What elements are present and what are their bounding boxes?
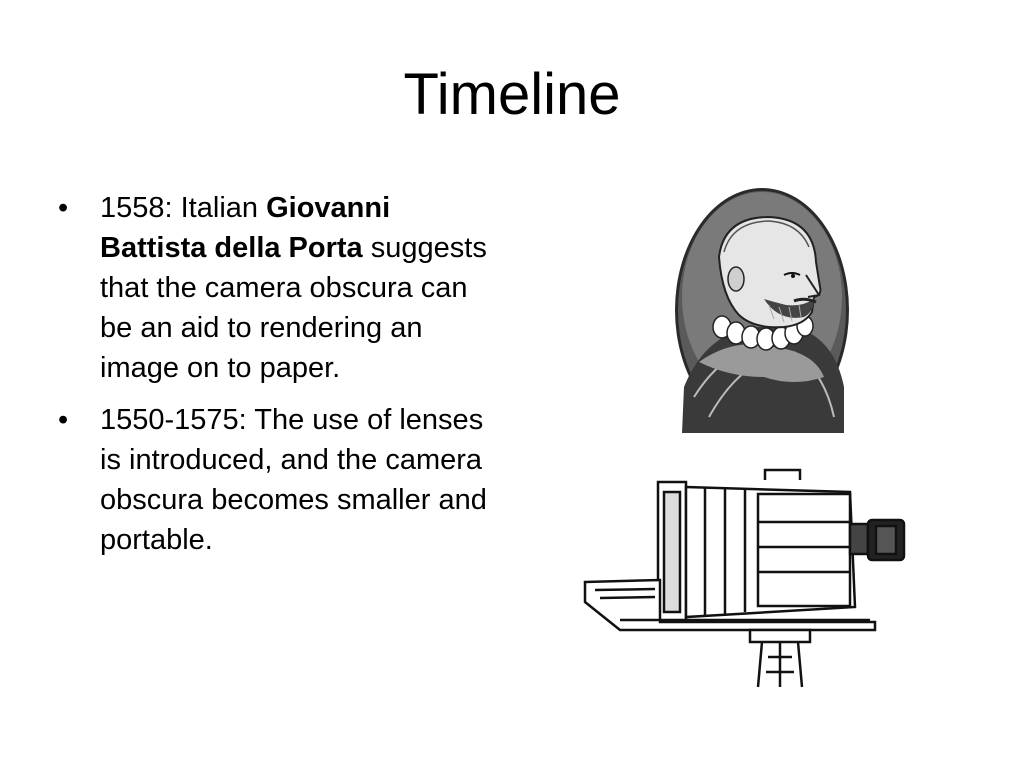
bellows-camera-icon xyxy=(580,462,915,692)
bullet-item-1550-1575 xyxy=(58,400,498,560)
bullet-list xyxy=(58,188,498,572)
slide-title: Timeline xyxy=(403,62,621,127)
bullet-marker: • xyxy=(58,404,69,436)
bullet-text-suffix: suggests that the camera obscura can be an aid to rendering an image on to paper. xyxy=(100,232,487,384)
bullet-text-prefix: 1558: Italian xyxy=(100,192,267,224)
bullet-text-bold-name: Giovanni Battista della Porta xyxy=(100,192,391,264)
bullet-item-1558 xyxy=(58,188,498,388)
bullet-marker: • xyxy=(58,192,69,224)
portrait-engraving-icon xyxy=(674,187,850,433)
bullet-text: 1550-1575: The use of lenses is introduced, and the camera obscura becomes smaller and portable. xyxy=(100,404,487,556)
